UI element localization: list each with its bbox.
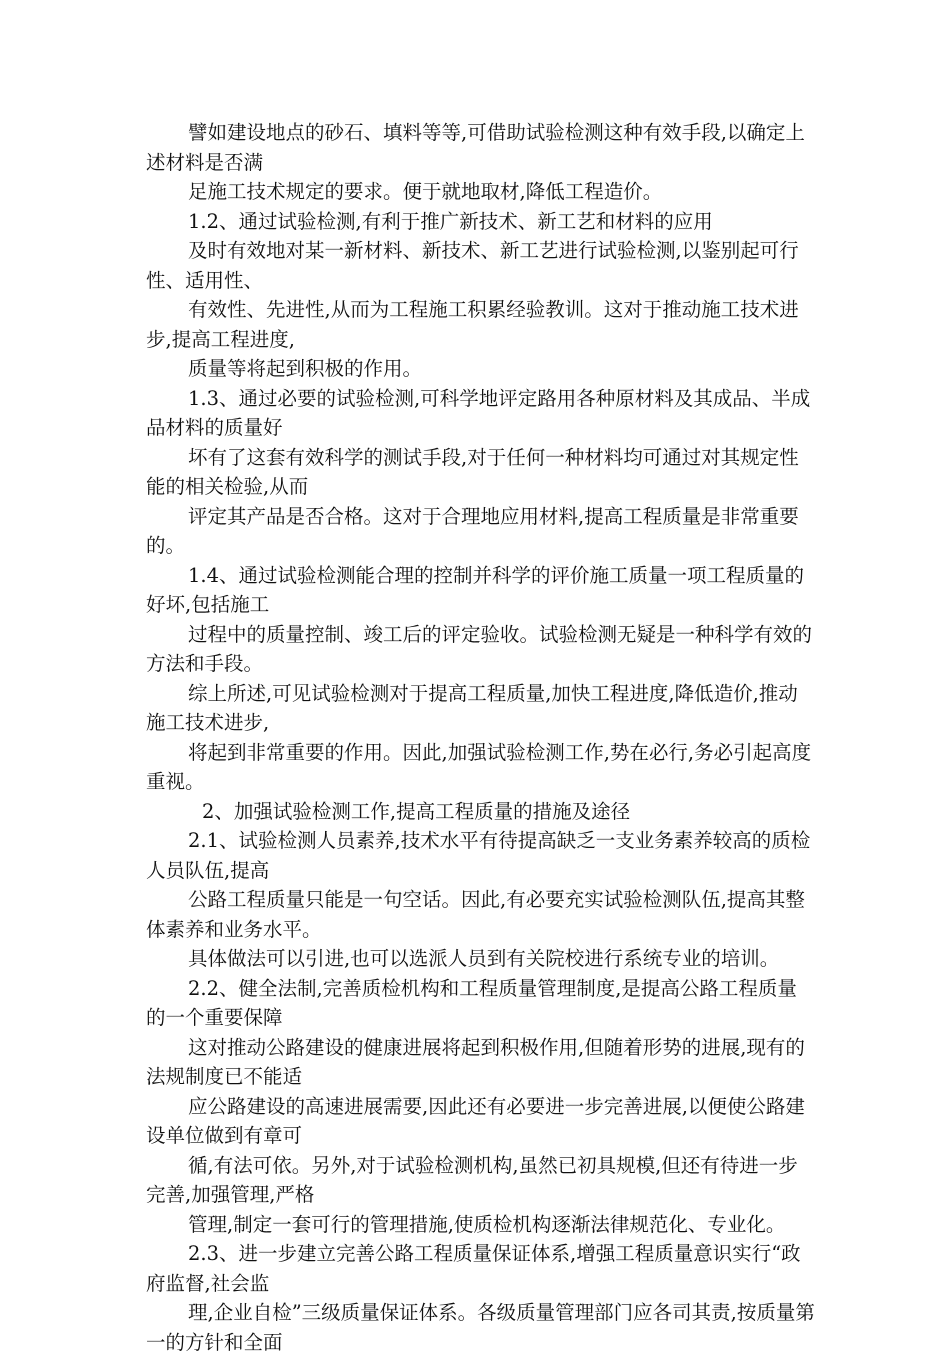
paragraph: 应公路建设的高速进展需要,因此还有必要进一步完善进展,以便使公路建设单位做到有章可 — [146, 1094, 805, 1147]
paragraph: 综上所述,可见试验检测对于提高工程质量,加快工程进度,降低造价,推动施工技术进步, — [146, 681, 798, 734]
section-heading: 2.2、健全法制,完善质检机构和工程质量管理制度,是提高公路工程质量的一个重要保障 — [146, 976, 797, 1029]
paragraph: 及时有效地对某一新材料、新技术、新工艺进行试验检测,以鉴别起可行性、适用性、 — [146, 239, 799, 292]
section-heading: 1.3、通过必要的试验检测,可科学地评定路用各种原材料及其成品、半成品材料的质量好 — [146, 386, 811, 439]
paragraph: 评定其产品是否合格。这对于合理地应用材料,提高工程质量是非常重要的。 — [146, 504, 799, 557]
section-heading: 1.4、通过试验检测能合理的控制并科学的评价施工质量一项工程质量的好坏,包括施工 — [146, 563, 805, 616]
section-heading: 2.1、试验检测人员素养,技术水平有待提高缺乏一支业务素养较高的质检人员队伍,提高 — [146, 829, 811, 882]
paragraph: 理,企业自检”三级质量保证体系。各级质量管理部门应各司其责,按质量第一的方针和全面 — [146, 1301, 815, 1354]
paragraph: 质量等将起到积极的作用。 — [188, 357, 423, 380]
paragraph: 譬如建设地点的砂石、填料等等,可借助试验检测这种有效手段,以确定上述材料是否满 — [146, 121, 805, 174]
paragraph: 管理,制定一套可行的管理措施,使质检机构逐渐法律规范化、专业化。 — [188, 1212, 786, 1236]
paragraph: 将起到非常重要的作用。因此,加强试验检测工作,势在必行,务必引起高度重视。 — [146, 740, 812, 793]
chapter-heading: 2、加强试验检测工作,提高工程质量的措施及途径 — [202, 799, 631, 823]
paragraph: 循,有法可依。另外,对于试验检测机构,虽然已初具规模,但还有待进一步完善,加强管理,严格 — [146, 1153, 798, 1206]
paragraph: 有效性、先进性,从而为工程施工积累经验教训。这对于推动施工技术进步,提高工程进度, — [146, 298, 799, 351]
paragraph: 足施工技术规定的要求。便于就地取材,降低工程造价。 — [188, 180, 663, 203]
paragraph: 具体做法可以引进,也可以选派人员到有关院校进行系统专业的培训。 — [188, 947, 780, 970]
section-heading: 2.3、进一步建立完善公路工程质量保证体系,增强工程质量意识实行“政府监督,社会监 — [146, 1242, 801, 1295]
paragraph: 过程中的质量控制、竣工后的评定验收。试验检测无疑是一种科学有效的方法和手段。 — [146, 622, 813, 675]
paragraph: 这对推动公路建设的健康进展将起到积极作用,但随着形势的进展,现有的法规制度已不能适 — [146, 1035, 805, 1088]
paragraph: 坏有了这套有效科学的测试手段,对于任何一种材料均可通过对其规定性能的相关检验,从而 — [146, 445, 799, 498]
document-body — [146, 118, 816, 1357]
section-heading: 1.2、通过试验检测,有利于推广新技术、新工艺和材料的应用 — [188, 209, 713, 233]
paragraph: 公路工程质量只能是一句空话。因此,有必要充实试验检测队伍,提高其整体素养和业务水平。 — [146, 888, 805, 941]
